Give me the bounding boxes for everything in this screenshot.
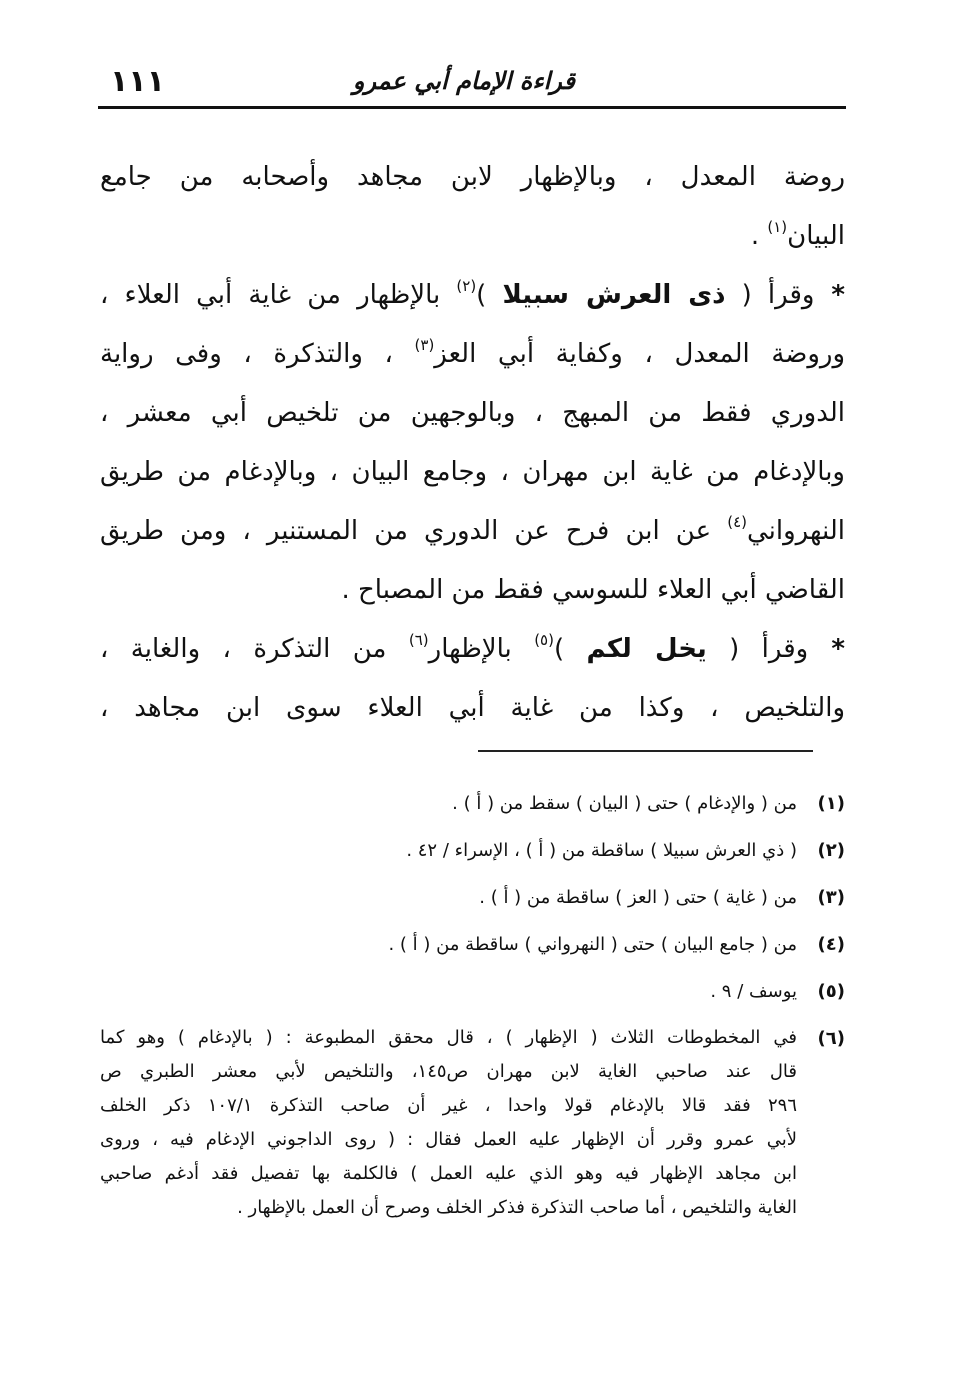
text-segment: البيان [787, 221, 845, 251]
page-number: ١١١ [110, 64, 165, 99]
footnote-ref: (٢) [456, 277, 477, 295]
footnote [100, 927, 845, 963]
text-segment: روضة المعدل ، وبالإظهار لابن مجاهد وأصحابه من جامع [100, 162, 845, 192]
text-segment: من التذكرة ، والغاية ، [100, 634, 409, 664]
text-line [100, 620, 845, 679]
footnote-text: من ( والإدغام ) حتى ( البيان ) سقط من ( أ ) . [452, 793, 797, 814]
text-segment: النهرواني [746, 516, 845, 546]
footnote-ref: (٦) [408, 631, 429, 649]
footnote-ref: (٥) [534, 631, 554, 649]
footnote [100, 786, 845, 822]
footnote [100, 974, 845, 1010]
header-rule [98, 106, 846, 109]
footnote-line: ابن مجاهد الإظهار فيه وهو الذي عليه العمل ) فالكلمة بها تفصيل فقد أدغم صاحبي [100, 1163, 797, 1184]
footnote-text: يوسف / ٩ . [710, 981, 797, 1002]
footnote [100, 1021, 845, 1225]
footnote-rule [478, 750, 813, 752]
footnote-text: ( ذي العرش سبيلا ) ساقطة من ( أ ) ، الإسراء / ٤٢ . [406, 840, 797, 861]
footnote-ref: (١) [767, 218, 788, 236]
main-text [100, 148, 845, 738]
text-line [100, 502, 845, 561]
footnote-text: من ( غاية ) حتى ( العز ) ساقطة من ( أ ) . [479, 887, 797, 908]
entry-marker: * [814, 280, 845, 310]
footnote-line: لأبي عمرو وقرر أن الإظهار عليه العمل فقال : ( روى الداجوني الإدغام فيه ، وروى [100, 1129, 797, 1150]
text-segment: الدوري فقط من المبهج ، وبالوجهين من تلخيص أبي معشر ، [100, 398, 845, 428]
footnote-line: قال عند صاحبي الغاية لابن مهران ص١٤٥، والتلخيص لأبي معشر الطبري ص [100, 1061, 797, 1082]
text-segment: عن ابن فرح عن الدوري من المستنير ، ومن طريق [100, 516, 728, 546]
text-line [100, 325, 845, 384]
text-segment: القاضي أبي العلاء للسوسي فقط من المصباح . [341, 575, 845, 605]
text-line [100, 148, 845, 207]
text-segment: بالإظهار [428, 634, 535, 664]
footnote-number: (٢) [817, 840, 845, 861]
footnote-number: (٦) [817, 1028, 845, 1049]
entry-marker: * [808, 634, 846, 664]
footnote-number: (٥) [817, 981, 845, 1002]
page-header [100, 62, 845, 108]
footnote-ref: (٤) [727, 513, 747, 531]
footnote-number: (١) [817, 793, 845, 814]
text-segment: ) [476, 280, 503, 310]
footnote-text: من ( جامع البيان ) حتى ( النهرواني ) ساقطة من ( أ ) . [388, 934, 797, 955]
text-segment: وقرأ ( [706, 634, 809, 664]
text-line [100, 266, 845, 325]
footnote-ref: (٣) [414, 336, 435, 354]
running-title: قراءة الإمام أبي عمرو [352, 66, 575, 95]
text-segment: وروضة المعدل ، وكفاية أبي العز [434, 339, 845, 369]
text-line [100, 384, 845, 443]
footnote-number: (٣) [817, 887, 845, 908]
footnote [100, 880, 845, 916]
text-segment: ، والتذكرة ، وفى رواية [100, 339, 415, 369]
footnote-line: ٢٩٦ فقد قالا بالإدغام قولا واحدا ، غير أن صاحب التذكرة ١٠٧/١ ذكر الخلف [100, 1095, 797, 1116]
text-segment: . [750, 221, 768, 251]
text-line [100, 443, 845, 502]
footnotes [100, 786, 845, 1236]
footnote-number: (٤) [817, 934, 845, 955]
footnote [100, 833, 845, 869]
quran-phrase: ذى العرش سبيلا [502, 280, 726, 310]
footnote-line: في المخطوطات الثلاث ( الإظهار ) ، قال محقق المطبوعة : ( بالإدغام ) وهو كما [100, 1027, 797, 1048]
text-segment: والتلخيص ، وكذا من غاية أبي العلاء سوى ابن مجاهد ، [100, 693, 845, 723]
text-segment: بالإظهار من غاية أبي العلاء ، [100, 280, 457, 310]
text-segment: وبالإدغام من غاية ابن مهران ، وجامع البيان ، وبالإدغام من طريق [100, 457, 845, 487]
text-line [100, 679, 845, 738]
text-segment: ) [553, 634, 587, 664]
text-line [100, 561, 845, 620]
text-line [100, 207, 845, 266]
footnote-text [100, 1021, 797, 1225]
quran-phrase: يخل لكم [586, 634, 707, 664]
footnote-line: الغاية والتلخيص ، أما صاحب التذكرة فذكر الخلف وصرح أن العمل بالإظهار . [237, 1197, 797, 1218]
text-segment: وقرأ ( [725, 280, 815, 310]
